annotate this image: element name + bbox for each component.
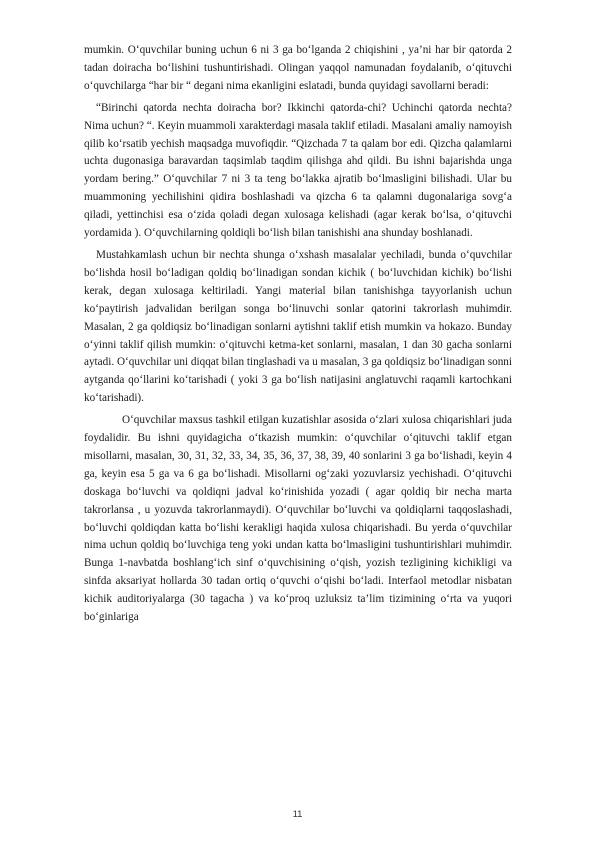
document-page (84, 42, 512, 627)
paragraph-3: Mustahkamlash uchun bir nechta shunga o‘xshash masalalar yechiladi, bunda o‘quvchilar bo‘lishda hosil bo‘ladigan qoldiq bo‘linadigan sondan kichik ( bo‘luvchidan kichik) bo‘lishi kerak, degan xulosaga keltiriladi. Yangi material bilan tanishishga tayyorlanish uchun ko‘paytirish jadvalidan berilgan songa bo‘linuvchi sonlar qatorini takrorlash muhimdir. Masalan, 2 ga qoldiqsiz bo‘linadigan sonlarni aytishni taklif etish mumkin va hokazo. Bunday o‘yinni taklif qilish mumkin: o‘qituvchi ketma-ket sonlarni, masalan, 1 dan 30 gacha sonlarni aytadi. O‘quvchilar uni diqqat bilan tinglashadi va u masalan, 3 ga qoldiqsiz bo‘linadigan sonni aytganda qo‘llarini ko‘tarishadi ( yoki 3 ga bo‘lish natijasini anglatuvchi raqamli kartochkani ko‘tarishadi). (84, 248, 512, 405)
page-number: 11 (292, 809, 303, 820)
paragraph-4: O‘quvchilar maxsus tashkil etilgan kuzatishlar asosida o‘zlari xulosa chiqarishlari juda foydalidir. Bu ishni quyidagicha o‘tkazish mumkin: o‘quvchilar o‘qituvchi taklif etgan misollarni, masalan, 30, 31, 32, 33, 34, 35, 36, 37, 38, 39, 40 sonlarini 3 ga bo‘lishadi, keyin 4 ga, keyin esa 5 ga va 6 ga bo‘lishadi. Misollarni og‘zaki yozuvlarsiz yechishadi. O‘qituvchi doskaga bo‘luvchi va qoldiqni jadval ko‘rinishida yozadi ( agar qoldiq bir necha marta takrorlansa , u yozuvda takrorlanmaydi). O‘quvchilar bo‘luvchi va qoldiqlarni taqqoslashadi, bo‘luvchi qoldiqdan katta bo‘lishi kerakligi haqida xulosa chiqarishadi. Bu yerda o‘quvchilar nima uchun qoldiq bo‘luvchiga teng yoki undan katta bo‘lmasligini tushuntirishlari muhimdir. Bunga 1-navbatda boshlang‘ich sinf o‘quvchisining o‘qish, yozish tezligining kichikligi va sinfda aksariyat hollarda 30 tadan ortiq o‘quvchi o‘qishi bo‘ladi. Interfaol metodlar nisbatan kichik auditoriyalarga (30 tagacha ) va ko‘proq uzluksiz ta’lim tizimining o‘rta va yuqori bo‘ginlariga (84, 414, 512, 624)
paragraph-1: mumkin. O‘quvchilar buning uchun 6 ni 3 ga bo‘lganda 2 chiqishini , ya’ni har bir qatorda 2 tadan doiracha bo‘lishini tushuntirishadi. Olingan yaqqol namunadan foydalanib, o‘qituvchi o‘quvchilarga “har bir “ degani nima ekanligini eslatadi, bunda quyidagi savollarni beradi: (84, 44, 512, 92)
paragraph-2: “Birinchi qatorda nechta doiracha bor? Ikkinchi qatorda-chi? Uchinchi qatorda nechta? Nima uchun? “. Keyin muammoli xarakterdagi masala taklif etiladi. Masalani amaliy namoyish qilib ko‘rsatib yechish maqsadga muvofiqdir. “Qizchada 7 ta qalam bor edi. Qizcha qalamlarni uchta dugonasiga baravardan taqsimlab taqdim qilishga ahd qildi. Bu ishni bajarishda unga yordam bering.” O‘quvchilar 7 ni 3 ta teng bo‘lakka ajratib bo‘lmasligini bilishadi. Ular bu muammoning yechilishini qidira boshlashadi va qizcha 6 ta qalamni dugonalariga sovg‘a qiladi, yettinchisi esa o‘zida qoladi degan xulosaga kelishadi (agar kerak bo‘lsa, o‘qituvchi yordamida ). O‘quvchilarning qoldiqli bo‘lish bilan tanishishi ana shunday boshlanadi. (84, 101, 512, 240)
